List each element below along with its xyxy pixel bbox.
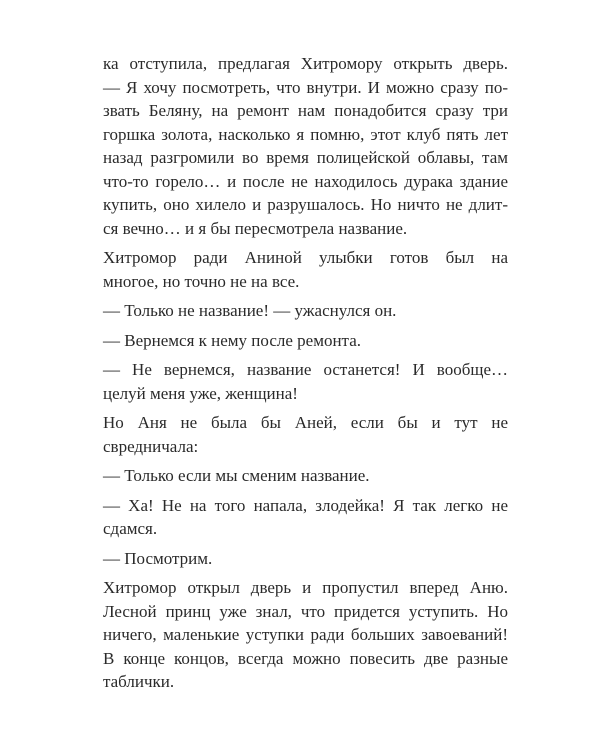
text-line: Но Аня не была бы Аней, если бы и тут не [103, 413, 508, 432]
text-line: многое, но точно не на все. [103, 271, 300, 291]
text-line: Хитромор открыл дверь и пропустил вперед Аню. [103, 578, 508, 597]
text-line: В конце концов, всегда можно повесить две разные [103, 648, 508, 668]
text-line: — Только если мы сменим название. [103, 466, 370, 485]
text-line: свредничала: [103, 436, 199, 456]
book-page [103, 52, 508, 694]
text-line: ничего, маленькие уступки ради больших завоеваний! [103, 625, 508, 644]
text-line: — Я хочу посмотреть, что внутри. И можно сразу по- [103, 77, 508, 97]
paragraph-5 [103, 358, 508, 405]
paragraph-4 [103, 329, 508, 353]
paragraph-6 [103, 411, 508, 458]
text-line: горшка золота, насколько я помню, этот клуб пять лет [103, 124, 508, 144]
text-line: — Посмотрим. [103, 548, 213, 568]
text-line: ка отступила, предлагая Хитромору открыть дверь. [103, 54, 508, 73]
text-line: звать Беляну, на ремонт нам понадобится сразу три [103, 101, 508, 120]
paragraph-8 [103, 494, 508, 541]
text-line: что-то горело… и после не находилось дурака здание [103, 171, 508, 191]
text-line: — Только не название! — ужаснулся он. [103, 301, 397, 320]
paragraph-9 [103, 547, 508, 571]
text-line: Лесной принц уже знал, что придется уступить. Но [103, 601, 508, 621]
text-line: назад разгромили во время полицейской облавы, там [103, 148, 508, 167]
text-line: таблички. [103, 672, 175, 691]
text-line: ся вечно… и я бы пересмотрела название. [103, 218, 408, 238]
text-line: купить, оно хилело и разрушалось. Но ничто не длит- [103, 195, 508, 214]
text-line: — Ха! Не на того напала, злодейка! Я так легко не [103, 495, 508, 515]
paragraph-7 [103, 464, 508, 488]
text-line: Хитромор ради Аниной улыбки готов был на [103, 248, 508, 267]
paragraph-3 [103, 299, 508, 323]
paragraph-2 [103, 246, 508, 293]
text-line: сдамся. [103, 519, 158, 538]
paragraph-10 [103, 576, 508, 694]
paragraph-1 [103, 52, 508, 240]
text-line: — Не вернемся, название останется! И вообще… [103, 360, 508, 379]
text-line: целуй меня уже, женщина! [103, 383, 298, 403]
text-line: — Вернемся к нему после ремонта. [103, 330, 361, 350]
